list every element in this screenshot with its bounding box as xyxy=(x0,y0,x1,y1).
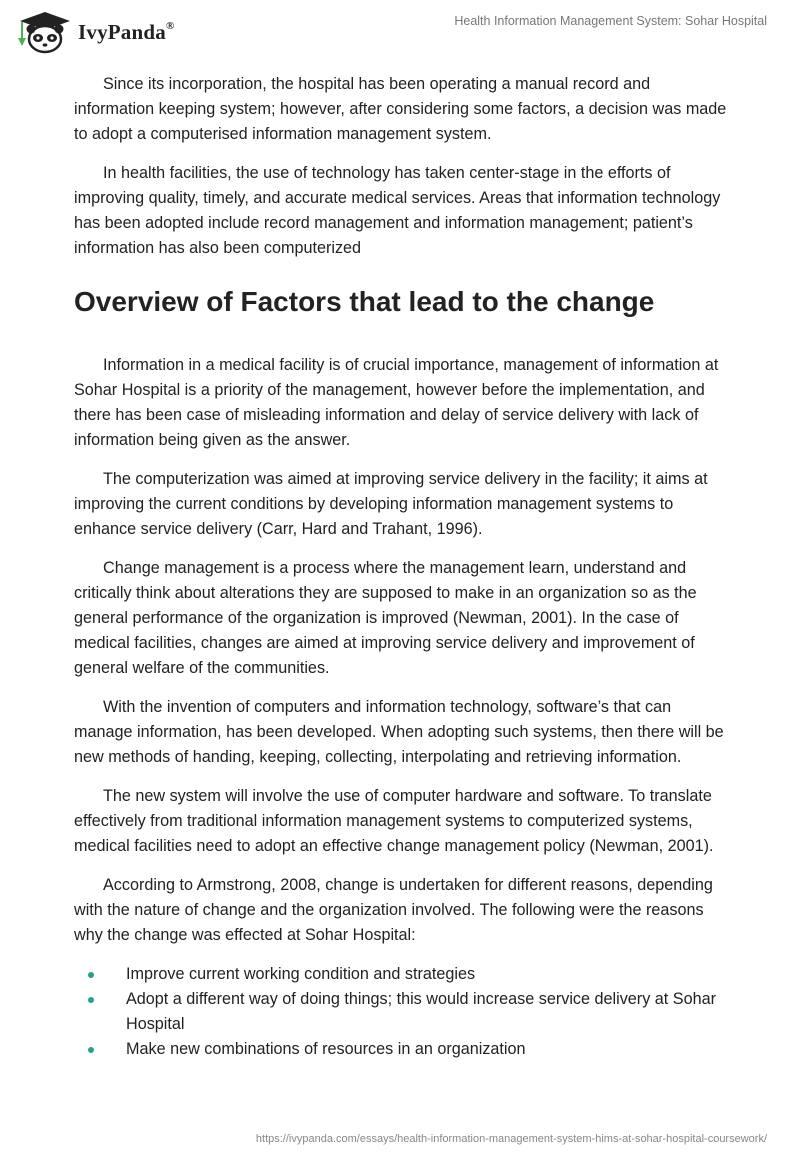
paragraph: The computerization was aimed at improving service delivery in the facility; it aims at improving the current conditions by developing information management systems to enhance service delivery (Carr, Hard and Trahant, 1996). xyxy=(74,470,708,538)
panda-graduate-icon xyxy=(16,8,74,56)
teal-dot-icon xyxy=(88,1047,94,1053)
section-heading: Overview of Factors that lead to the change xyxy=(74,286,655,317)
list-item-text: Improve current working condition and strategies xyxy=(126,965,476,983)
list-item xyxy=(74,1037,734,1062)
list-item xyxy=(74,962,734,987)
paragraph: Information in a medical facility is of crucial importance, management of information at Sohar Hospital is a priority of the management, however before the implementation, and there has been case of misleading information and delay of service delivery with lack of information being given as the answer. xyxy=(74,356,719,449)
ivypanda-logo[interactable] xyxy=(16,8,226,56)
paragraph: With the invention of computers and information technology, software’s that can manage information, has been developed. When adopting such systems, then there will be new methods of handing, keeping, collecting, interpolating and retrieving information. xyxy=(74,698,724,766)
brand-name: IvyPanda® xyxy=(78,20,175,44)
paragraph: Since its incorporation, the hospital has been operating a manual record and information keeping system; however, after considering some factors, a decision was made to adopt a computerised information management system. xyxy=(74,75,727,143)
list-item-text: Adopt a different way of doing things; this would increase service delivery at Sohar Hospital xyxy=(126,990,716,1033)
document-title: Health Information Management System: Sohar Hospital xyxy=(454,14,767,28)
paragraph: Change management is a process where the management learn, understand and critically think about alterations they are supposed to make in an organization so as the general performance of the organization is improved (Newman, 2001). In the case of medical facilities, changes are aimed at improving service delivery and improvement of general welfare of the communities. xyxy=(74,559,697,677)
page-header xyxy=(0,0,800,64)
source-url-link[interactable]: https://ivypanda.com/essays/health-information-management-system-hims-at-sohar-hospital-coursework/ xyxy=(255,1133,767,1145)
paragraph: The new system will involve the use of computer hardware and software. To translate effectively from traditional information management systems to computerized systems, medical facilities need to adopt an effective change management policy (Newman, 2001). xyxy=(74,787,714,855)
article-body xyxy=(74,72,734,1062)
reasons-list xyxy=(74,962,734,1062)
list-item-text: Make new combinations of resources in an organization xyxy=(126,1040,526,1058)
list-item xyxy=(74,987,734,1037)
teal-dot-icon xyxy=(88,997,94,1003)
paragraph: According to Armstrong, 2008, change is undertaken for different reasons, depending with the nature of change and the organization involved. The following were the reasons why the change was effected at Sohar Hospital: xyxy=(74,876,713,944)
teal-dot-icon xyxy=(88,972,94,978)
paragraph: In health facilities, the use of technology has taken center-stage in the efforts of improving quality, timely, and accurate medical services. Areas that information technology has been adopted include record management and information management; patient’s information has also been computerized xyxy=(74,164,721,257)
